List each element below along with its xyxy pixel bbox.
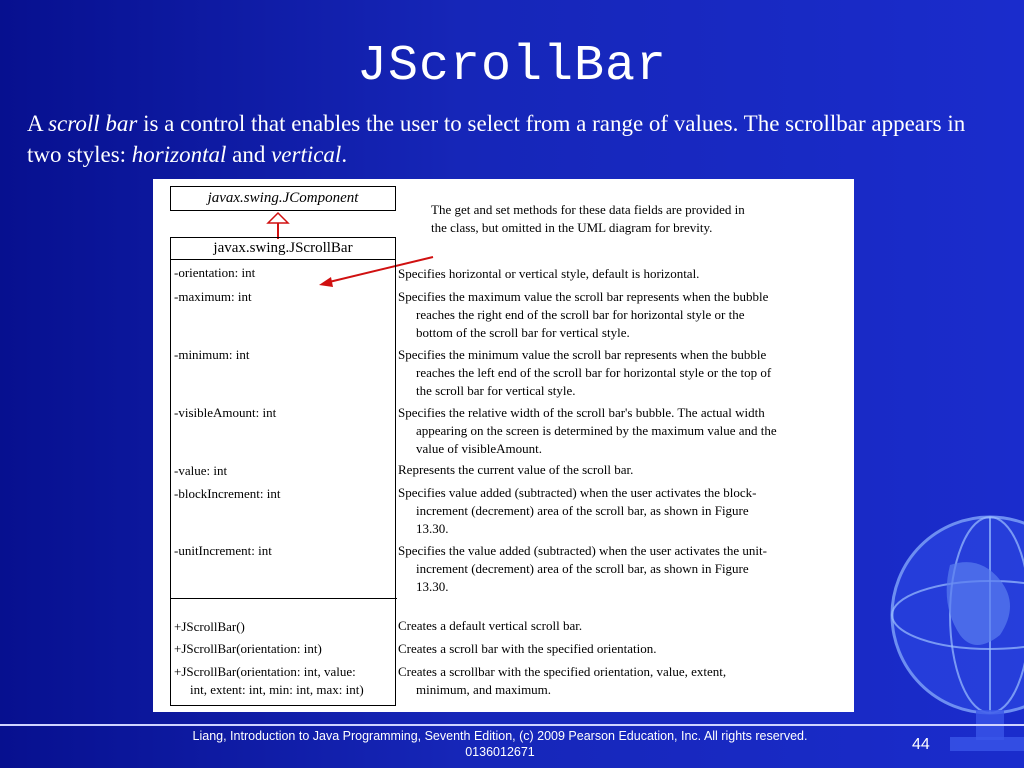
method-constructor-full: +JScrollBar(orientation: int, value: int, extent: int, min: int, max: int)	[174, 664, 364, 697]
desc-block-increment: Specifies value added (subtracted) when the user activates the block- increment (decrement) area of the scroll bar, as shown in Figure 13.30.	[398, 485, 757, 536]
footer-copyright: Liang, Introduction to Java Programming, Seventh Edition, (c) 2009 Pearson Education, Inc. All rights reserved. 0136012671	[192, 729, 808, 759]
uml-separator	[171, 598, 397, 599]
field-maximum: -maximum: int	[174, 289, 252, 304]
field-block-increment: -blockIncrement: int	[174, 486, 281, 501]
desc-constructor-default: Creates a default vertical scroll bar.	[398, 618, 583, 633]
desc-visible-amount: Specifies the relative width of the scroll bar's bubble. The actual width appearing on the screen is determined by the maximum value and the value of visibleAmount.	[398, 405, 777, 456]
method-constructor-default: +JScrollBar()	[174, 619, 245, 634]
uml-class-box	[170, 237, 396, 706]
desc-constructor-orientation: Creates a scroll bar with the specified orientation.	[398, 641, 657, 656]
uml-figure	[153, 179, 854, 712]
desc-maximum: Specifies the maximum value the scroll bar represents when the bubble reaches the right end of the scroll bar for horizontal style or the bottom of the scroll bar for vertical style.	[398, 289, 769, 340]
field-unit-increment: -unitIncrement: int	[174, 543, 272, 558]
footer-divider	[0, 724, 1024, 726]
field-minimum: -minimum: int	[174, 347, 250, 362]
uml-note: The get and set methods for these data fields are provided in the class, but omitted in the UML diagram for brevity.	[431, 202, 745, 235]
page-number: 44	[912, 736, 930, 753]
slide-title: JScrollBar	[356, 38, 668, 95]
desc-unit-increment: Specifies the value added (subtracted) when the user activates the unit- increment (decrement) area of the scroll bar, as shown in Figure 13.30.	[398, 543, 767, 594]
desc-orientation: Specifies horizontal or vertical style, default is horizontal.	[398, 266, 700, 281]
intro-text: A scroll bar is a control that enables the user to select from a range of values. The scrollbar appears in two styles: horizontal and vertical.	[27, 111, 966, 167]
inheritance-arrow	[263, 211, 293, 239]
uml-class-name: javax.swing.JScrollBar	[171, 238, 395, 260]
desc-constructor-full: Creates a scrollbar with the specified orientation, value, extent, minimum, and maximum.	[398, 664, 727, 697]
desc-minimum: Specifies the minimum value the scroll bar represents when the bubble reaches the left end of the scroll bar for horizontal style or the top of the scroll bar for vertical style.	[398, 347, 772, 398]
uml-superclass-box: javax.swing.JComponent	[170, 186, 396, 211]
field-visible-amount: -visibleAmount: int	[174, 405, 277, 420]
method-constructor-orientation: +JScrollBar(orientation: int)	[174, 641, 322, 656]
globe-decoration	[880, 505, 1024, 765]
desc-value: Represents the current value of the scroll bar.	[398, 462, 634, 477]
field-value: -value: int	[174, 463, 228, 478]
field-orientation: -orientation: int	[174, 265, 256, 280]
